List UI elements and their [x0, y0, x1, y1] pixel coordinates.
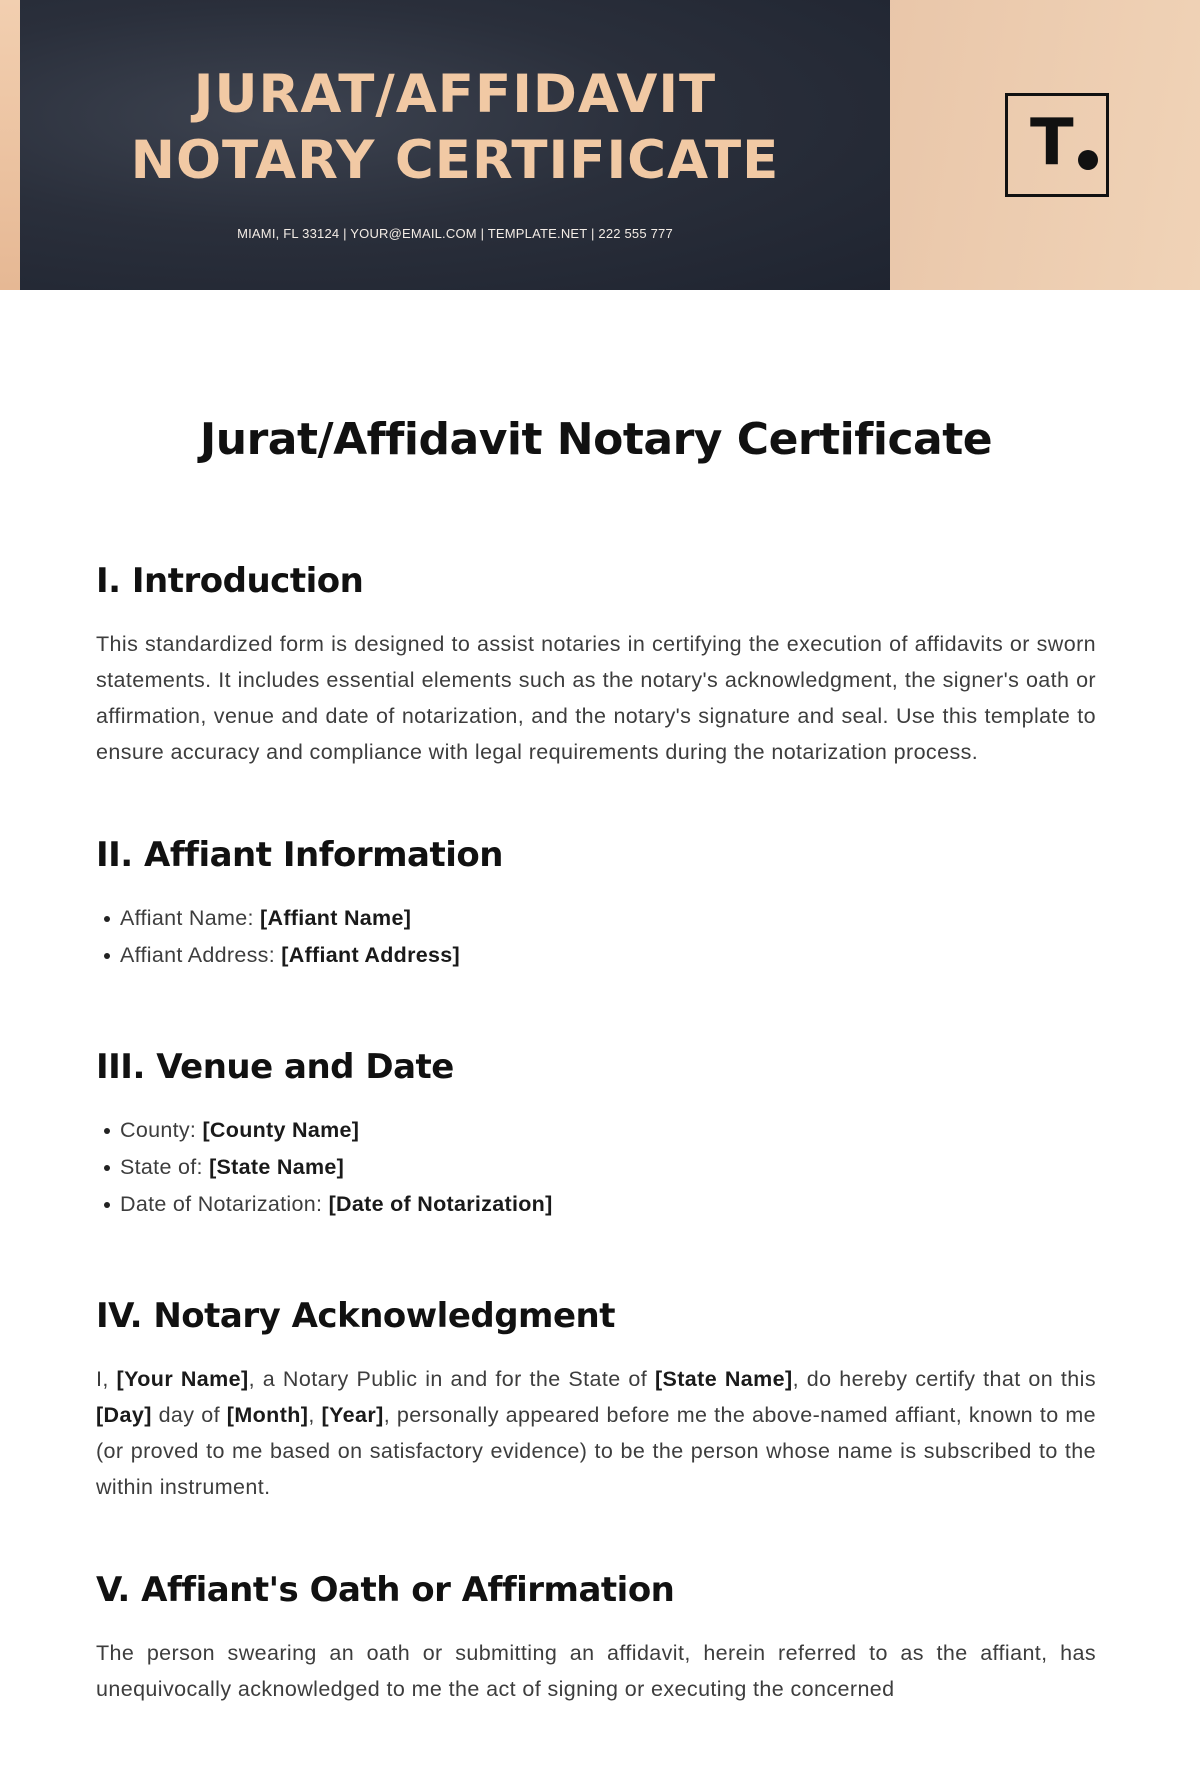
placeholder-value: [Date of Notarization]: [328, 1192, 553, 1216]
section-heading: V. Affiant's Oath or Affirmation: [96, 1570, 675, 1610]
list-item: [96, 900, 1096, 937]
section-notary-acknowledgment: [96, 1293, 1096, 1505]
placeholder-value: [County Name]: [202, 1118, 360, 1142]
list-item: [96, 1186, 1096, 1223]
field-label: Affiant Address:: [120, 943, 282, 967]
text-segment: I,: [96, 1367, 117, 1391]
section-heading: IV. Notary Acknowledgment: [96, 1296, 615, 1336]
placeholder-value: [Affiant Name]: [260, 906, 412, 930]
placeholder-day: [Day]: [96, 1403, 152, 1427]
acknowledgment-paragraph: [96, 1361, 1096, 1505]
list-item: [96, 937, 1096, 974]
section-heading: III. Venue and Date: [96, 1047, 454, 1087]
section-oath-or-affirmation: [96, 1567, 1096, 1707]
company-logo: [1005, 93, 1109, 197]
logo-letter: T: [1030, 106, 1074, 180]
banner-contact-line: MIAMI, FL 33124 | YOUR@EMAIL.COM | TEMPLATE.NET | 222 555 777: [237, 226, 673, 241]
placeholder-state-name: [State Name]: [654, 1367, 793, 1391]
field-label: Date of Notarization:: [120, 1192, 329, 1216]
affiant-info-list: [96, 900, 1096, 974]
banner-left-accent: [0, 0, 20, 290]
text-segment: day of: [151, 1403, 227, 1427]
banner-title: JURAT/AFFIDAVIT NOTARY CERTIFICATE: [130, 64, 780, 191]
section-heading: I. Introduction: [96, 561, 364, 601]
document-body: [96, 410, 1096, 1769]
document-title: Jurat/Affidavit Notary Certificate: [199, 414, 993, 465]
text-segment: , do hereby certify that on this: [792, 1367, 1096, 1391]
field-label: Affiant Name:: [120, 906, 261, 930]
text-segment: , personally appeared before me the above-named affiant, known to me (or proved to me based on satisfactory evidence) to be the person whose name is subscribed to the within instrument.: [96, 1403, 1097, 1499]
list-item: [96, 1149, 1096, 1186]
introduction-paragraph: This standardized form is designed to assist notaries in certifying the execution of affidavits or sworn statements. It includes essential elements such as the notary's acknowledgment, the signer's oath or affirmation, venue and date of notarization, and the notary's signature and seal. Use this template to ensure accuracy and compliance with legal requirements during the notarization process.: [96, 632, 1096, 764]
section-affiant-information: [96, 832, 1096, 974]
placeholder-year: [Year]: [321, 1403, 384, 1427]
field-label: County:: [120, 1118, 203, 1142]
placeholder-value: [State Name]: [209, 1155, 345, 1179]
text-segment: ,: [308, 1403, 322, 1427]
text-segment: , a Notary Public in and for the State of: [248, 1367, 655, 1391]
venue-date-list: [96, 1112, 1096, 1223]
section-introduction: [96, 558, 1096, 770]
placeholder-value: [Affiant Address]: [281, 943, 460, 967]
header-banner: [0, 0, 1200, 290]
field-label: State of:: [120, 1155, 210, 1179]
placeholder-month: [Month]: [226, 1403, 309, 1427]
section-venue-and-date: [96, 1044, 1096, 1223]
list-item: [96, 1112, 1096, 1149]
logo-dot-icon: [1078, 150, 1098, 170]
oath-paragraph: The person swearing an oath or submitting an affidavit, herein referred to as the affiant, has unequivocally acknowledged to me the act of signing or executing the concerned: [96, 1641, 1096, 1701]
section-heading: II. Affiant Information: [96, 835, 503, 875]
placeholder-your-name: [Your Name]: [116, 1367, 249, 1391]
